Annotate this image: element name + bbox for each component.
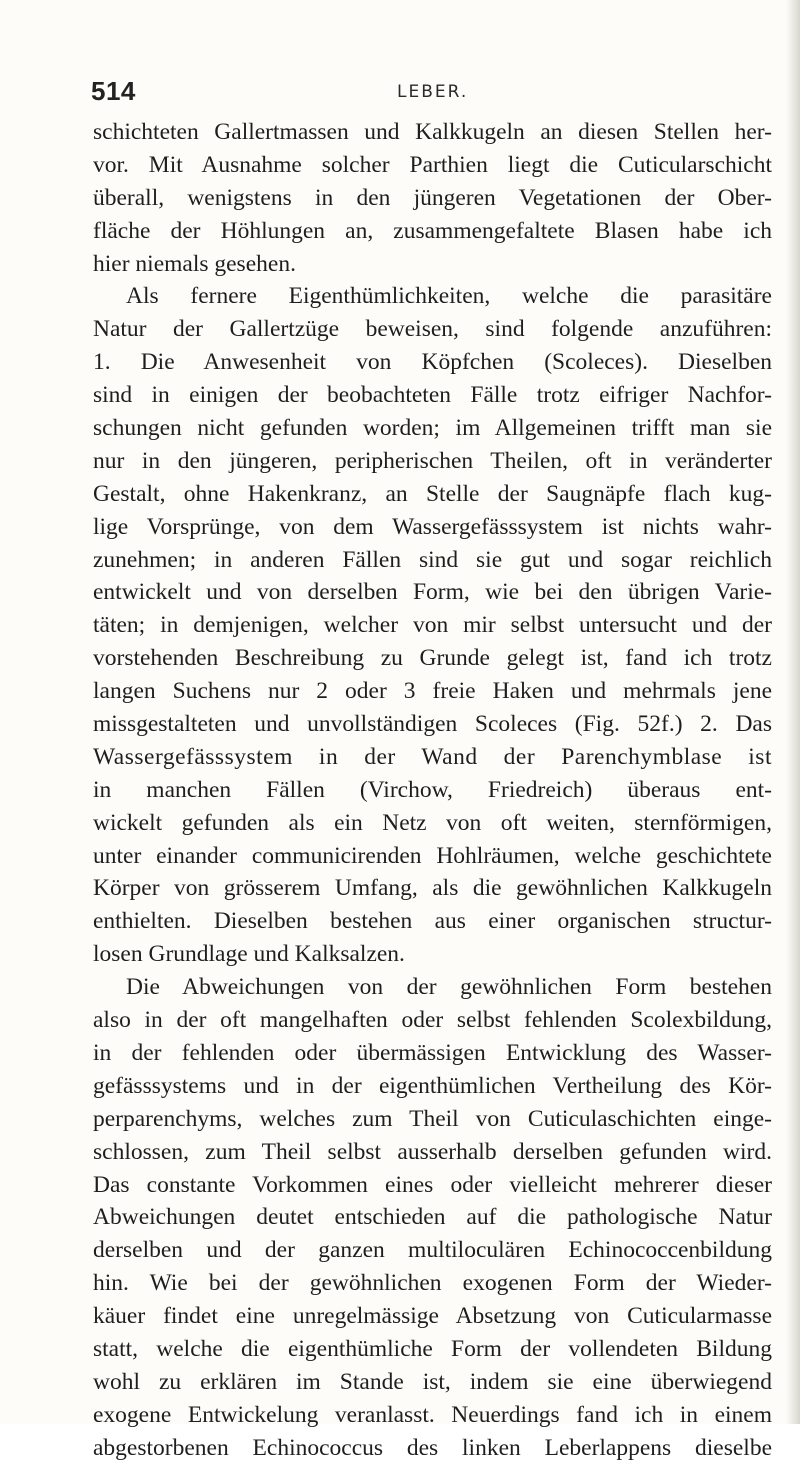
text-line: statt, welche die eigenthümliche Form der vollendeten Bildung <box>93 1335 772 1362</box>
text-line: derselben und der ganzen multiloculären Echinococcenbildung <box>93 1237 772 1264</box>
text-line: Als fernere Eigenthümlichkeiten, welche die parasitäre <box>126 283 772 310</box>
text-line: langen Suchens nur 2 oder 3 freie Haken und mehrmals jene <box>93 678 772 705</box>
text-line: perparenchyms, welches zum Theil von Cuticulaschichten einge- <box>93 1105 772 1132</box>
text-line: Körper von grösserem Umfang, als die gewöhnlichen Kalkkugeln <box>93 875 772 902</box>
text-line: wohl zu erklären im Stande ist, indem sie eine überwiegend <box>93 1368 772 1395</box>
text-line: unter einander communicirenden Hohlräumen, welche geschichtete <box>93 842 772 869</box>
text-line: abgestorbenen Echinococcus des linken Leberlappens dieselbe <box>93 1434 772 1461</box>
running-head: LEBER. <box>397 82 469 102</box>
text-line: 1. Die Anwesenheit von Köpfchen (Scoleces). Dieselben <box>93 349 772 376</box>
page-number: 514 <box>91 76 136 106</box>
text-line: Wassergefässsystem in der Wand der Parenchymblase ist <box>93 743 772 770</box>
text-line: hier niemals gesehen. <box>93 250 296 277</box>
text-line: Das constante Vorkommen eines oder vielleicht mehrerer dieser <box>93 1171 772 1198</box>
text-line: gefässsystems und in der eigenthümlichen Vertheilung des Kör- <box>93 1072 772 1099</box>
text-line: zunehmen; in anderen Fällen sind sie gut und sogar reichlich <box>93 546 772 573</box>
text-line: überall, wenigstens in den jüngeren Vegetationen der Ober- <box>93 184 772 211</box>
text-line: also in der oft mangelhaften oder selbst fehlenden Scolexbildung, <box>93 1007 772 1034</box>
text-line: hin. Wie bei der gewöhnlichen exogenen Form der Wieder- <box>93 1270 772 1297</box>
page-edge-shadow <box>786 0 800 1424</box>
text-line: entwickelt und von derselben Form, wie bei den übrigen Varie- <box>93 579 772 606</box>
text-line: missgestalteten und unvollständigen Scoleces (Fig. 52f.) 2. Das <box>93 711 772 738</box>
text-line: Abweichungen deutet entschieden auf die pathologische Natur <box>93 1204 772 1231</box>
text-line: in manchen Fällen (Virchow, Friedreich) überaus ent- <box>93 776 772 803</box>
text-line: schungen nicht gefunden worden; im Allgemeinen trifft man sie <box>93 415 772 442</box>
text-line: schichteten Gallertmassen und Kalkkugeln an diesen Stellen her- <box>93 119 772 145</box>
text-line: vorstehenden Beschreibung zu Grunde gelegt ist, fand ich trotz <box>93 645 772 672</box>
text-line: fläche der Höhlungen an, zusammengefaltete Blasen habe ich <box>93 217 772 244</box>
text-line: schlossen, zum Theil selbst ausserhalb derselben gefunden wird. <box>93 1138 772 1165</box>
page-header <box>91 76 767 116</box>
text-line: exogene Entwickelung veranlasst. Neuerdings fand ich in einem <box>93 1401 772 1428</box>
text-line: lige Vorsprünge, von dem Wassergefässsystem ist nichts wahr- <box>93 513 772 540</box>
text-line: wickelt gefunden als ein Netz von oft weiten, sternförmigen, <box>93 809 772 836</box>
text-line: vor. Mit Ausnahme solcher Parthien liegt die Cuticularschicht <box>93 151 772 178</box>
text-line: täten; in demjenigen, welcher von mir selbst untersucht und der <box>93 612 772 639</box>
text-line: losen Grundlage und Kalksalzen. <box>93 941 405 968</box>
text-line: in der fehlenden oder übermässigen Entwicklung des Wasser- <box>93 1039 772 1066</box>
text-line: nur in den jüngeren, peripherischen Theilen, oft in veränderter <box>93 447 772 474</box>
body-text <box>93 116 772 1461</box>
text-line: sind in einigen der beobachteten Fälle trotz eifriger Nachfor- <box>93 382 772 409</box>
text-line: Gestalt, ohne Hakenkranz, an Stelle der Saugnäpfe flach kug- <box>93 480 772 507</box>
text-line: Die Abweichungen von der gewöhnlichen Form bestehen <box>126 974 772 1001</box>
text-line: käuer findet eine unregelmässige Absetzung von Cuticularmasse <box>93 1303 772 1330</box>
text-line: Natur der Gallertzüge beweisen, sind folgende anzuführen: <box>93 316 772 343</box>
text-line: enthielten. Dieselben bestehen aus einer organischen structur- <box>93 908 772 935</box>
